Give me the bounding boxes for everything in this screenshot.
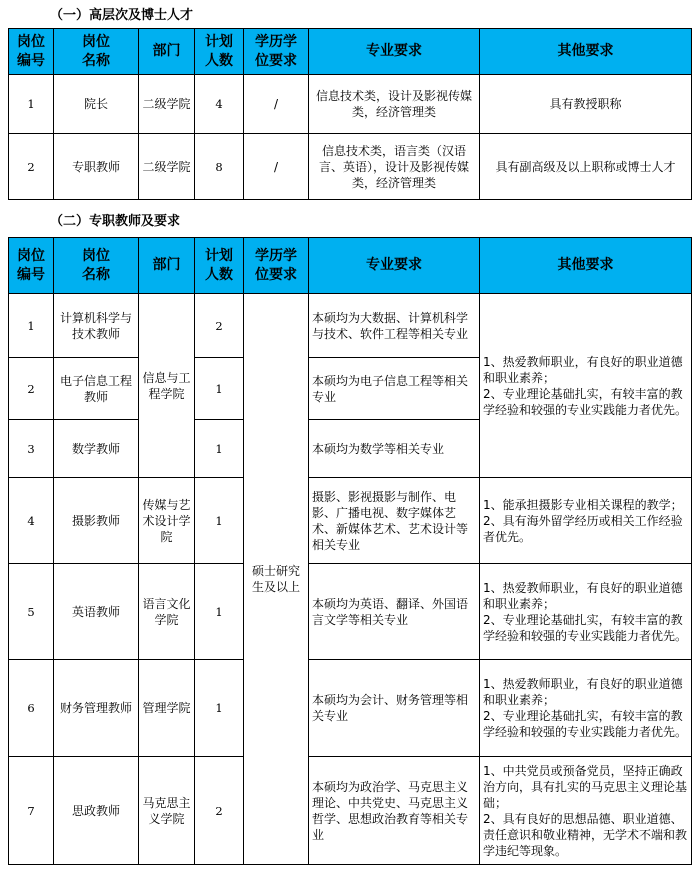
row-other: 1、中共党员或预备党员，坚持正确政治方向，具有扎实的马克思主义理论基础； 2、具有良好的思想品德、职业道德、责任意识和敬业精神，无学术不端和教学违纪等现象。 <box>480 757 692 865</box>
header-major: 专业要求 <box>309 238 480 294</box>
table-row <box>9 660 692 757</box>
row-name: 财务管理教师 <box>54 660 139 757</box>
header-name: 岗位 名称 <box>54 238 139 294</box>
row-edu: / <box>244 134 309 200</box>
table-header-row <box>9 29 692 75</box>
row-no: 4 <box>9 478 54 564</box>
row-other: 具有副高级及以上职称或博士人才 <box>480 134 692 200</box>
row-name: 数学教师 <box>54 420 139 478</box>
row-count: 4 <box>195 75 244 134</box>
row-name: 电子信息工程教师 <box>54 358 139 420</box>
row-count: 2 <box>195 757 244 865</box>
row-no: 7 <box>9 757 54 865</box>
table-row <box>9 757 692 865</box>
row-major: 本硕均为大数据、计算机科学与技术、软件工程等相关专业 <box>309 294 480 358</box>
table-row <box>9 75 692 134</box>
row-name: 院长 <box>54 75 139 134</box>
row-dept: 马克思主义学院 <box>139 757 195 865</box>
row-major: 本硕均为政治学、马克思主义理论、中共党史、马克思主义哲学、思想政治教育等相关专业 <box>309 757 480 865</box>
row-dept: 信息与工程学院 <box>139 294 195 478</box>
row-count: 1 <box>195 564 244 660</box>
table-senior-talent <box>8 28 692 200</box>
section2-title: （二）专职教师及要求 <box>50 214 181 229</box>
row-name: 英语教师 <box>54 564 139 660</box>
row-edu: 硕士研究生及以上 <box>244 294 309 865</box>
header-major: 专业要求 <box>309 29 480 75</box>
header-dept: 部门 <box>139 238 195 294</box>
header-other: 其他要求 <box>480 29 692 75</box>
row-dept: 管理学院 <box>139 660 195 757</box>
row-major: 本硕均为英语、翻译、外国语言文学等相关专业 <box>309 564 480 660</box>
row-count: 1 <box>195 660 244 757</box>
row-no: 5 <box>9 564 54 660</box>
row-name: 摄影教师 <box>54 478 139 564</box>
header-count: 计划 人数 <box>195 238 244 294</box>
header-name: 岗位 名称 <box>54 29 139 75</box>
header-no: 岗位 编号 <box>9 238 54 294</box>
row-no: 1 <box>9 294 54 358</box>
row-dept: 二级学院 <box>139 75 195 134</box>
row-count: 1 <box>195 358 244 420</box>
row-major: 信息技术类，语言类（汉语言、英语），设计及影视传媒类，经济管理类 <box>309 134 480 200</box>
header-dept: 部门 <box>139 29 195 75</box>
row-major: 摄影、影视摄影与制作、电影、广播电视、数字媒体艺术、新媒体艺术、艺术设计等相关专业 <box>309 478 480 564</box>
table-row <box>9 564 692 660</box>
row-other: 具有教授职称 <box>480 75 692 134</box>
row-edu: / <box>244 75 309 134</box>
header-count: 计划 人数 <box>195 29 244 75</box>
row-name: 计算机科学与技术教师 <box>54 294 139 358</box>
table-teachers <box>8 237 692 865</box>
row-major: 信息技术类，设计及影视传媒类，经济管理类 <box>309 75 480 134</box>
header-no: 岗位 编号 <box>9 29 54 75</box>
row-dept: 传媒与艺术设计学院 <box>139 478 195 564</box>
row-dept: 语言文化学院 <box>139 564 195 660</box>
row-no: 2 <box>9 134 54 200</box>
row-other: 1、热爱教师职业，有良好的职业道德和职业素养； 2、专业理论基础扎实，有较丰富的教学经验和较强的专业实践能力者优先。 <box>480 294 692 478</box>
row-other: 1、热爱教师职业，有良好的职业道德和职业素养； 2、专业理论基础扎实，有较丰富的教学经验和较强的专业实践能力者优先。 <box>480 564 692 660</box>
table-row <box>9 294 692 358</box>
row-no: 2 <box>9 358 54 420</box>
header-edu: 学历学 位要求 <box>244 29 309 75</box>
header-edu: 学历学 位要求 <box>244 238 309 294</box>
row-no: 1 <box>9 75 54 134</box>
row-count: 2 <box>195 294 244 358</box>
section1-title: （一）高层次及博士人才 <box>50 8 194 23</box>
table-row <box>9 478 692 564</box>
header-other: 其他要求 <box>480 238 692 294</box>
row-major: 本硕均为会计、财务管理等相关专业 <box>309 660 480 757</box>
table-row <box>9 134 692 200</box>
row-dept: 二级学院 <box>139 134 195 200</box>
row-name: 思政教师 <box>54 757 139 865</box>
row-count: 1 <box>195 478 244 564</box>
table-header-row <box>9 238 692 294</box>
row-count: 8 <box>195 134 244 200</box>
row-count: 1 <box>195 420 244 478</box>
row-no: 6 <box>9 660 54 757</box>
row-other: 1、能承担摄影专业相关课程的教学； 2、具有海外留学经历或相关工作经验者优先。 <box>480 478 692 564</box>
row-major: 本硕均为数学等相关专业 <box>309 420 480 478</box>
row-other: 1、热爱教师职业，有良好的职业道德和职业素养； 2、专业理论基础扎实，有较丰富的教学经验和较强的专业实践能力者优先。 <box>480 660 692 757</box>
row-name: 专职教师 <box>54 134 139 200</box>
row-no: 3 <box>9 420 54 478</box>
row-major: 本硕均为电子信息工程等相关专业 <box>309 358 480 420</box>
